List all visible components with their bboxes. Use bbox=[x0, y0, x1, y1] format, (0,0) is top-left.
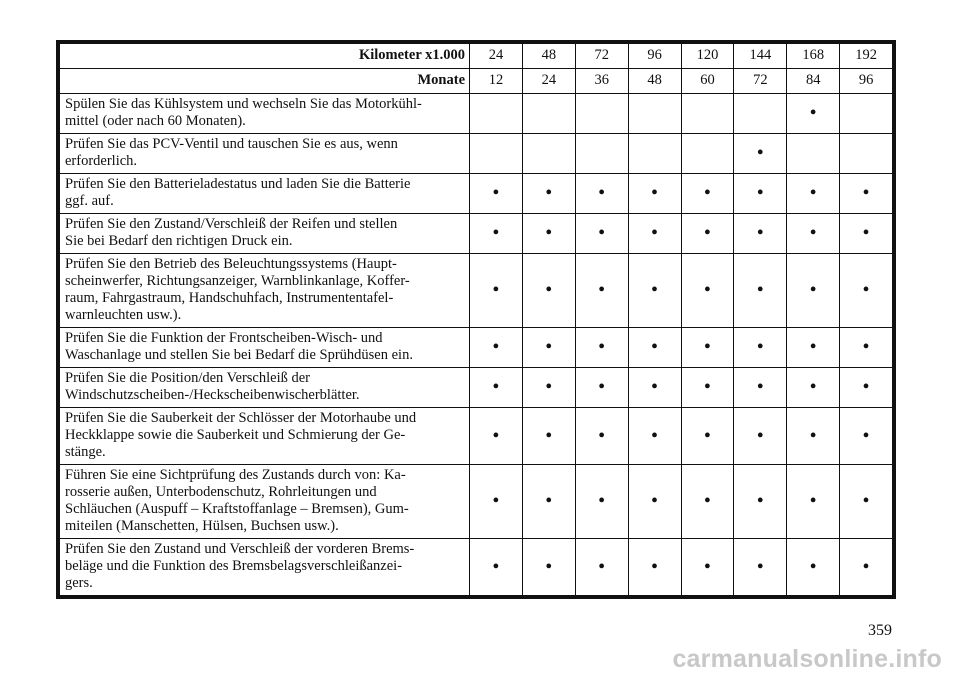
service-cell-empty bbox=[575, 134, 628, 174]
task-description-line: Prüfen Sie das PCV-Ventil und tauschen Sie es aus, wenn bbox=[65, 136, 398, 152]
task-description-line: stänge. bbox=[65, 444, 106, 460]
service-cell-empty bbox=[787, 134, 840, 174]
task-description-line: raum, Fahrgastraum, Handschuhfach, Instrumententafel- bbox=[65, 290, 394, 306]
service-cell-empty bbox=[628, 134, 681, 174]
task-row bbox=[60, 94, 893, 134]
task-description-line: ggf. auf. bbox=[65, 193, 114, 209]
service-cell-empty bbox=[522, 134, 575, 174]
task-row bbox=[60, 328, 893, 368]
service-due-bullet: • bbox=[840, 408, 893, 465]
task-description bbox=[60, 408, 470, 465]
task-row bbox=[60, 214, 893, 254]
service-cell-empty bbox=[840, 134, 893, 174]
service-due-bullet: • bbox=[628, 368, 681, 408]
kilometer-header-row bbox=[60, 44, 893, 69]
service-due-bullet: • bbox=[470, 328, 523, 368]
service-due-bullet: • bbox=[840, 254, 893, 328]
task-description-line: beläge und die Funktion des Bremsbelagsverschleißanzei- bbox=[65, 558, 403, 574]
task-description-line: Prüfen Sie die Position/den Verschleiß der bbox=[65, 370, 310, 386]
service-due-bullet: • bbox=[575, 328, 628, 368]
service-due-bullet: • bbox=[681, 174, 734, 214]
service-due-bullet: • bbox=[575, 174, 628, 214]
service-cell-empty bbox=[681, 134, 734, 174]
service-due-bullet: • bbox=[681, 539, 734, 596]
task-row bbox=[60, 134, 893, 174]
km-value: 120 bbox=[681, 44, 734, 69]
service-due-bullet: • bbox=[522, 328, 575, 368]
task-description bbox=[60, 134, 470, 174]
task-description-line: rosserie außen, Unterbodenschutz, Rohrleitungen und bbox=[65, 484, 377, 500]
service-due-bullet: • bbox=[734, 368, 787, 408]
task-description bbox=[60, 174, 470, 214]
service-due-bullet: • bbox=[522, 368, 575, 408]
maintenance-schedule-table bbox=[59, 43, 893, 596]
task-description bbox=[60, 368, 470, 408]
service-due-bullet: • bbox=[681, 328, 734, 368]
service-due-bullet: • bbox=[734, 408, 787, 465]
months-label: Monate bbox=[60, 69, 470, 94]
kilometer-label: Kilometer x1.000 bbox=[60, 44, 470, 69]
service-due-bullet: • bbox=[681, 465, 734, 539]
task-description bbox=[60, 94, 470, 134]
service-due-bullet: • bbox=[470, 408, 523, 465]
service-due-bullet: • bbox=[470, 214, 523, 254]
service-due-bullet: • bbox=[787, 465, 840, 539]
task-row bbox=[60, 408, 893, 465]
service-due-bullet: • bbox=[522, 465, 575, 539]
service-due-bullet: • bbox=[734, 134, 787, 174]
service-due-bullet: • bbox=[787, 408, 840, 465]
service-due-bullet: • bbox=[787, 174, 840, 214]
task-description bbox=[60, 254, 470, 328]
task-description-line: Prüfen Sie den Betrieb des Beleuchtungssystems (Haupt- bbox=[65, 256, 397, 272]
task-description-line: Prüfen Sie die Sauberkeit der Schlösser der Motorhaube und bbox=[65, 410, 417, 426]
km-value: 72 bbox=[575, 44, 628, 69]
month-value: 12 bbox=[470, 69, 523, 94]
task-row bbox=[60, 254, 893, 328]
service-due-bullet: • bbox=[575, 254, 628, 328]
page-number: 359 bbox=[868, 622, 892, 639]
task-description bbox=[60, 465, 470, 539]
km-value: 48 bbox=[522, 44, 575, 69]
task-description bbox=[60, 214, 470, 254]
task-row bbox=[60, 174, 893, 214]
months-header-row bbox=[60, 69, 893, 94]
service-due-bullet: • bbox=[681, 254, 734, 328]
task-description-line: Prüfen Sie den Batterieladestatus und laden Sie die Batterie bbox=[65, 176, 411, 192]
service-due-bullet: • bbox=[470, 465, 523, 539]
service-due-bullet: • bbox=[522, 254, 575, 328]
km-value: 96 bbox=[628, 44, 681, 69]
service-due-bullet: • bbox=[840, 174, 893, 214]
service-due-bullet: • bbox=[840, 368, 893, 408]
task-description-line: Prüfen Sie den Zustand/Verschleiß der Reifen und stellen bbox=[65, 216, 398, 232]
service-due-bullet: • bbox=[522, 408, 575, 465]
service-due-bullet: • bbox=[522, 539, 575, 596]
task-row bbox=[60, 539, 893, 596]
month-value: 84 bbox=[787, 69, 840, 94]
task-description-line: Heckklappe sowie die Sauberkeit und Schmierung der Ge- bbox=[65, 427, 406, 443]
service-due-bullet: • bbox=[787, 539, 840, 596]
service-due-bullet: • bbox=[734, 465, 787, 539]
month-value: 36 bbox=[575, 69, 628, 94]
service-due-bullet: • bbox=[575, 465, 628, 539]
service-due-bullet: • bbox=[575, 408, 628, 465]
service-due-bullet: • bbox=[681, 408, 734, 465]
service-due-bullet: • bbox=[575, 368, 628, 408]
task-description-line: Schläuchen (Auspuff – Kraftstoffanlage – Bremsen), Gum- bbox=[65, 501, 409, 517]
service-cell-empty bbox=[681, 94, 734, 134]
service-due-bullet: • bbox=[734, 254, 787, 328]
task-description-line: Prüfen Sie den Zustand und Verschleiß der vorderen Brems- bbox=[65, 541, 415, 557]
task-description bbox=[60, 539, 470, 596]
km-value: 144 bbox=[734, 44, 787, 69]
task-description-line: erforderlich. bbox=[65, 153, 138, 169]
service-due-bullet: • bbox=[787, 254, 840, 328]
task-description-line: mittel (oder nach 60 Monaten). bbox=[65, 113, 246, 129]
service-due-bullet: • bbox=[787, 214, 840, 254]
service-due-bullet: • bbox=[734, 174, 787, 214]
task-description-line: Sie bei Bedarf den richtigen Druck ein. bbox=[65, 233, 293, 249]
service-due-bullet: • bbox=[734, 214, 787, 254]
service-cell-empty bbox=[734, 94, 787, 134]
service-due-bullet: • bbox=[840, 214, 893, 254]
service-cell-empty bbox=[840, 94, 893, 134]
service-due-bullet: • bbox=[628, 254, 681, 328]
service-due-bullet: • bbox=[840, 539, 893, 596]
task-description bbox=[60, 328, 470, 368]
task-row bbox=[60, 465, 893, 539]
task-row bbox=[60, 368, 893, 408]
month-value: 72 bbox=[734, 69, 787, 94]
task-description-line: gers. bbox=[65, 575, 93, 591]
service-due-bullet: • bbox=[787, 328, 840, 368]
service-due-bullet: • bbox=[628, 214, 681, 254]
km-value: 24 bbox=[470, 44, 523, 69]
service-due-bullet: • bbox=[787, 368, 840, 408]
service-due-bullet: • bbox=[734, 328, 787, 368]
month-value: 24 bbox=[522, 69, 575, 94]
service-cell-empty bbox=[522, 94, 575, 134]
month-value: 96 bbox=[840, 69, 893, 94]
service-cell-empty bbox=[470, 134, 523, 174]
maintenance-schedule-table-frame bbox=[56, 40, 896, 599]
service-due-bullet: • bbox=[787, 94, 840, 134]
service-due-bullet: • bbox=[575, 214, 628, 254]
service-due-bullet: • bbox=[681, 368, 734, 408]
service-due-bullet: • bbox=[734, 539, 787, 596]
month-value: 60 bbox=[681, 69, 734, 94]
service-due-bullet: • bbox=[470, 368, 523, 408]
service-due-bullet: • bbox=[840, 465, 893, 539]
service-due-bullet: • bbox=[470, 539, 523, 596]
service-due-bullet: • bbox=[522, 214, 575, 254]
service-due-bullet: • bbox=[628, 539, 681, 596]
task-description-line: miteilen (Manschetten, Hülsen, Buchsen usw.). bbox=[65, 518, 339, 534]
service-due-bullet: • bbox=[470, 174, 523, 214]
service-cell-empty bbox=[575, 94, 628, 134]
task-description-line: Prüfen Sie die Funktion der Frontscheiben-Wisch- und bbox=[65, 330, 383, 346]
service-cell-empty bbox=[470, 94, 523, 134]
month-value: 48 bbox=[628, 69, 681, 94]
task-description-line: Windschutzscheiben-/Heckscheibenwischerblätter. bbox=[65, 387, 360, 403]
service-due-bullet: • bbox=[840, 328, 893, 368]
km-value: 168 bbox=[787, 44, 840, 69]
service-due-bullet: • bbox=[575, 539, 628, 596]
service-due-bullet: • bbox=[522, 174, 575, 214]
service-due-bullet: • bbox=[681, 214, 734, 254]
task-description-line: scheinwerfer, Richtungsanzeiger, Warnblinkanlage, Koffer- bbox=[65, 273, 410, 289]
task-description-line: Führen Sie eine Sichtprüfung des Zustands durch von: Ka- bbox=[65, 467, 406, 483]
task-description-line: Spülen Sie das Kühlsystem und wechseln Sie das Motorkühl- bbox=[65, 96, 422, 112]
service-due-bullet: • bbox=[628, 465, 681, 539]
task-description-line: Waschanlage und stellen Sie bei Bedarf die Sprühdüsen ein. bbox=[65, 347, 413, 363]
task-description-line: warnleuchten usw.). bbox=[65, 307, 182, 323]
service-due-bullet: • bbox=[470, 254, 523, 328]
service-due-bullet: • bbox=[628, 408, 681, 465]
service-due-bullet: • bbox=[628, 174, 681, 214]
service-due-bullet: • bbox=[628, 328, 681, 368]
watermark-logo: carmanualsonline.info bbox=[672, 645, 942, 673]
service-cell-empty bbox=[628, 94, 681, 134]
km-value: 192 bbox=[840, 44, 893, 69]
